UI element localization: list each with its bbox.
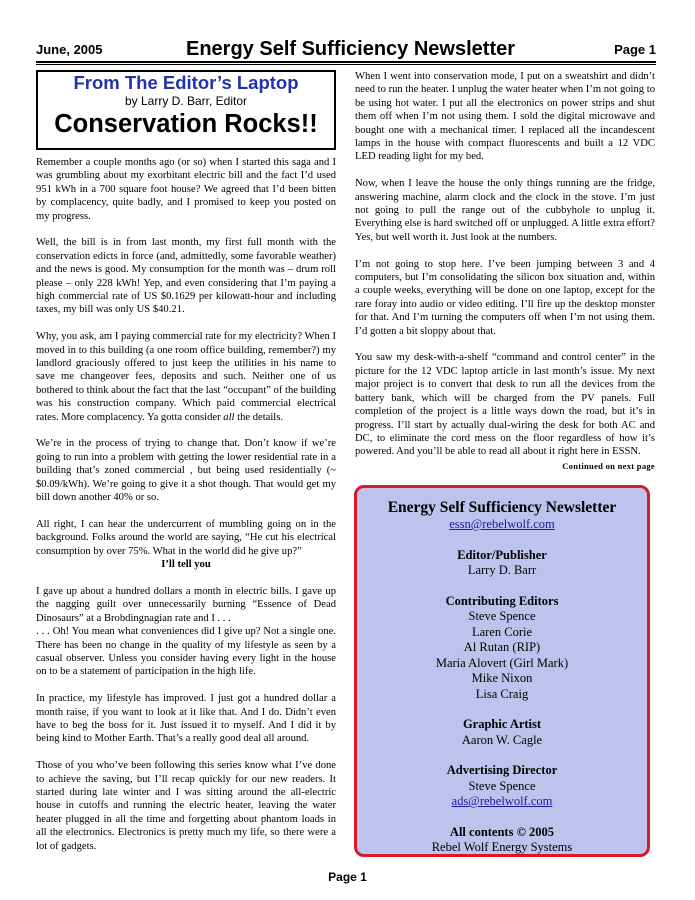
advertising-heading: Advertising Director xyxy=(446,763,558,777)
paragraph: Those of you who’ve been following this series know what I’ve done to achieve the saving, but I’ll recap quickly for our new readers. It started during late winter and I was sitting around the all-electric house in cutoffs and running the electric heater, leaving the water heater plugged in all the time and forgetting about phantom loads in all the electronics. Electronics is pretty much my life, so there were a lot of gadgets. xyxy=(36,760,336,852)
graphic-artist-name: Aaron W. Cagle xyxy=(461,732,543,747)
editor-byline: by Larry D. Barr, Editor xyxy=(124,94,248,108)
paragraph: I gave up about a hundred dollars a month in electric bills. I gave up the nagging guilt over unnecessarily burning “Essence of Dead Dinosaurs” at a Brobdingnagian rate and I . . . xyxy=(36,585,336,624)
graphic-artist-heading: Graphic Artist xyxy=(462,717,542,731)
paragraph: Why, you ask, am I paying commercial rate for my electricity? When I moved in to this building (a one room office building, remember?) my landlord graciously offered to just keep the utilities in his name to save me changeover fees, deposits and such. Neither one of us bothered to think about the fact that the last “occupant” of the building was his construction company. Which paid commercial electrical rates. More complacency. Ya gotta consider all the details. xyxy=(36,331,336,423)
page-footer: Page 1 xyxy=(328,870,367,884)
issue-date: June, 2005 xyxy=(36,42,103,57)
paragraph: I’m not going to stop here. I’ve been jumping between 3 and 4 computers, but I’m consolidating the silicon box situation and, within a couple weeks, everything will be done on one laptop, except for the rare foray into audio or video editing. I’ll fire up the desktop monster for that. And I’m turning the computers off when I’m not using them. I’d gotten a bit sloppy about that. xyxy=(355,258,655,337)
paragraph: Now, when I leave the house the only things running are the fridge, answering machine, alarm clock and the clock in the stove. I’m just not going to pull the range out of the cubbyhole to unplug it. Everything else is hard switched off or unplugged. A little extra effort? Yes, but well worth it. Just look at the numbers. xyxy=(355,178,655,243)
masthead-title: Energy Self Sufficiency Newsletter xyxy=(387,499,617,516)
paragraph: Well, the bill is in from last month, my first full month with the conservation edicts in force (and, admittedly, some favorable weather) and the news is good. My consumption for the month was – drum roll please – only 228 kWh! Yep, and even considering that I’m paying a high commercial rate of US $0.1629 per kilowatt-hour and including taxes, my bill was only US $40.21. xyxy=(36,237,336,316)
paragraph: You saw my desk-with-a-shelf “command and control center” in the picture for the 12 VDC laptop article in last month’s issue. My next major project is to convert that desk to run all the devices from the battery bank, which will be charged from the PV panels. Full completion of the project is a little ways down the road, but it’s in progress. I’ll start by actually dual-wiring the desk for both AC and DC, to eliminate the cord mess on the floor regardless of how it’s powered. And you’ll be able to read all about it right here in ESSN. xyxy=(355,352,655,458)
contributing-heading: Contributing Editors xyxy=(445,593,559,608)
emphasis: all xyxy=(223,411,235,423)
contributor-name: Maria Alovert (Girl Mark) xyxy=(435,655,569,670)
publisher-heading: Editor/Publisher xyxy=(457,547,547,562)
paragraph: Remember a couple months ago (or so) when I started this saga and I was grumbling about my exorbitant electric bill and the fact I’d used 951 kWh in a 700 square foot house? We agreed that I’d been bitten by complacency, quite badly, and I promised to keep you posted on my progress. xyxy=(36,157,336,222)
paragraph: . . . Oh! You mean what conveniences did I give up? Not a single one. There has been no change in the quality of my lifestyle as seen by a casual observer. Unless you consider having every light in the house on to be a statement of participation in the high life. xyxy=(36,626,336,678)
newsletter-title: Energy Self Sufficiency Newsletter xyxy=(186,38,516,60)
masthead-box xyxy=(354,485,650,857)
advertising-name: Steve Spence xyxy=(468,778,536,793)
paragraph: We’re in the process of trying to change that. Don’t know if we’re going to run into a problem with getting the lower residential rate in a building that’s zoned commercial , but being used residentially (~ $0.09/kWh). We’re going to give it a shot though. That would get my bill down another 40% or so. xyxy=(36,438,336,504)
contributor-name: Steve Spence xyxy=(468,609,536,623)
company-name: Rebel Wolf Energy Systems xyxy=(431,840,573,854)
contributor-name: Mike Nixon xyxy=(471,671,533,685)
ads-email-link[interactable]: ads@rebelwolf.com xyxy=(451,794,553,808)
contributor-name: Laren Corie xyxy=(471,624,533,639)
subheading: I’ll tell you xyxy=(161,559,211,571)
contributor-name: Lisa Craig xyxy=(475,686,529,701)
header-page-number: Page 1 xyxy=(614,42,656,57)
header-rule xyxy=(36,61,656,63)
article-headline: Conservation Rocks!! xyxy=(54,110,318,138)
publisher-name: Larry D. Barr xyxy=(467,563,537,577)
editor-box xyxy=(36,70,336,150)
paragraph: In practice, my lifestyle has improved. I just got a hundred dollar a month raise, if you want to look at it like that. And I do. Didn’t even have to beg the boss for it. Just issued it to myself. And I did it by being kind to Mother Earth. That’s a really good deal all around. xyxy=(36,693,336,745)
paragraph: All right, I can hear the undercurrent of mumbling going on in the background. Folks around the world are saying, “He cut his electrical consumption by over 75%. What in the world did he give up?” xyxy=(36,518,336,557)
copyright-line: All contents © 2005 xyxy=(449,824,555,839)
contributor-name: Al Rutan (RIP) xyxy=(463,640,541,654)
right-column xyxy=(355,70,655,473)
editor-box-title: From The Editor’s Laptop xyxy=(73,72,299,93)
header-rule-thin xyxy=(36,64,656,65)
continued-note: Continued on next page xyxy=(562,460,655,471)
paragraph: When I went into conservation mode, I put on a sweatshirt and didn’t need to run the heater. I unplug the water heater when I’m not going to be using hot water. I put all the electronics on power strips and shut them off when I’m not using them. I sold the digital microwave and bought one with a mechanical timer. I replaced all the incandescent lamps in the house with compact fluorescents and built a 12 VDC LED reading light for my bed. xyxy=(355,71,655,163)
email-link[interactable]: essn@rebelwolf.com xyxy=(449,517,555,531)
left-column xyxy=(36,70,336,866)
